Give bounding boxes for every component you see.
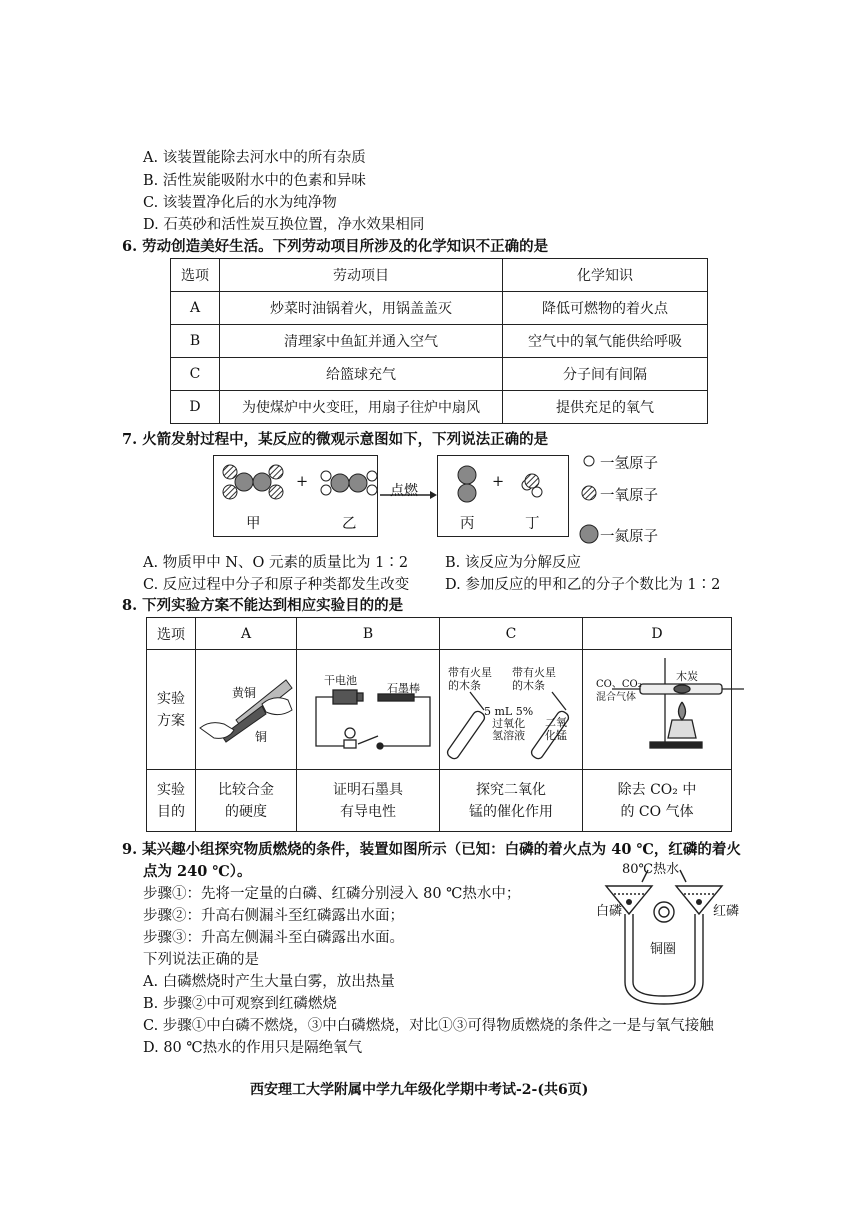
q9-step3: 步骤③：升高左侧漏斗至白磷露出水面。 bbox=[143, 930, 404, 946]
table-header: 选项 bbox=[147, 618, 196, 650]
table-cell: B bbox=[171, 325, 220, 358]
legend-oxygen: 一氧原子 bbox=[600, 488, 658, 504]
q7-option-b: B. 该反应为分解反应 bbox=[445, 555, 581, 571]
label-hot-water: 80℃热水 bbox=[622, 862, 680, 877]
q9-step2: 步骤②：升高右侧漏斗至红磷露出水面； bbox=[143, 908, 404, 924]
label-yi: 乙 bbox=[342, 516, 357, 532]
purpose-c: 探究二氧化 锰的催化作用 bbox=[440, 770, 583, 832]
q9-step1: 步骤①：先将一定量的白磷、红磷分别浸入 80 ℃热水中； bbox=[143, 886, 521, 902]
legend-o-swatch bbox=[582, 486, 596, 500]
q9-option-a: A. 白磷燃烧时产生大量白雾，放出热量 bbox=[143, 974, 395, 990]
q6-stem: 6. 劳动创造美好生活。下列劳动项目所涉及的化学知识不正确的是 bbox=[122, 238, 549, 255]
label-glowing-stick-2: 带有火星 的木条 bbox=[512, 666, 556, 692]
label-copper: 铜 bbox=[255, 730, 268, 744]
q9-stem-line1: 9. 某兴趣小组探究物质燃烧的条件，装置如图所示（已知：白磷的着火点为 40 ℃，红磷的着火 bbox=[122, 841, 741, 858]
table-row bbox=[171, 292, 708, 325]
table-row bbox=[171, 358, 708, 391]
q7-stem: 7. 火箭发射过程中，某反应的微观示意图如下，下列说法正确的是 bbox=[122, 431, 549, 448]
table-header: A bbox=[196, 618, 297, 650]
q9-stem-line2: 点为 240 ℃）。 bbox=[143, 863, 252, 880]
table-cell: 炒菜时油锅着火，用锅盖盖灭 bbox=[220, 292, 503, 325]
label-red-phosphorus: 红磷 bbox=[713, 904, 740, 919]
q7-option-a: A. 物质甲中 N、O 元素的质量比为 1∶2 bbox=[143, 555, 409, 571]
table-header: 劳动项目 bbox=[220, 259, 503, 292]
molecule-bing bbox=[458, 466, 476, 502]
legend-hydrogen: 一氢原子 bbox=[600, 456, 658, 472]
q9-option-c: C. 步骤①中白磷不燃烧，③中白磷燃烧，对比①③可得物质燃烧的条件之一是与氧气接触 bbox=[143, 1018, 714, 1034]
q9-ask: 下列说法正确的是 bbox=[143, 952, 259, 968]
legend-nitrogen: 一氮原子 bbox=[600, 529, 658, 545]
legend-h-swatch bbox=[584, 456, 594, 466]
table-header: 选项 bbox=[171, 259, 220, 292]
label-white-phosphorus: 白磷 bbox=[596, 904, 623, 919]
q9-option-b: B. 步骤②中可观察到红磷燃烧 bbox=[143, 996, 337, 1012]
molecule-jia bbox=[223, 465, 283, 499]
row-label: 实验 方案 bbox=[147, 650, 196, 770]
label-copper-ring: 铜圈 bbox=[650, 942, 677, 957]
table-header-row bbox=[171, 259, 708, 292]
q5-option-a: A. 该装置能除去河水中的所有杂质 bbox=[143, 150, 366, 166]
table-cell: D bbox=[171, 391, 220, 424]
table-cell: 给篮球充气 bbox=[220, 358, 503, 391]
label-brass: 黄铜 bbox=[232, 686, 257, 700]
table-cell: 降低可燃物的着火点 bbox=[503, 292, 708, 325]
reaction-diagram bbox=[0, 450, 868, 550]
table-cell: 清理家中鱼缸并通入空气 bbox=[220, 325, 503, 358]
label-mno2: 二氧 化锰 bbox=[545, 716, 567, 742]
label-glowing-stick-1: 带有火星 的木条 bbox=[448, 666, 492, 692]
label-bing: 丙 bbox=[460, 516, 475, 532]
q8-stem: 8. 下列实验方案不能达到相应实验目的的是 bbox=[122, 597, 404, 614]
table-cell: 空气中的氧气能供给呼吸 bbox=[503, 325, 708, 358]
plus-sign: + bbox=[492, 474, 505, 490]
purpose-d: 除去 CO₂ 中 的 CO 气体 bbox=[583, 770, 732, 832]
legend-n-swatch bbox=[580, 525, 598, 543]
q9-option-d: D. 80 ℃热水的作用只是隔绝氧气 bbox=[143, 1040, 363, 1056]
table-cell: A bbox=[171, 292, 220, 325]
table-header: B bbox=[297, 618, 440, 650]
label-h2o2: 5 mL 5% 过氧化 氢溶液 bbox=[484, 705, 534, 742]
apparatus-b bbox=[316, 690, 430, 749]
q7-option-c: C. 反应过程中分子和原子种类都发生改变 bbox=[143, 577, 410, 593]
q7-option-d: D. 参加反应的甲和乙的分子个数比为 1∶2 bbox=[445, 577, 721, 593]
purpose-a: 比较合金 的硬度 bbox=[196, 770, 297, 832]
table-header: D bbox=[583, 618, 732, 650]
molecule-ding bbox=[522, 474, 542, 497]
table-row bbox=[171, 325, 708, 358]
row-label: 实验 目的 bbox=[147, 770, 196, 832]
table-header: C bbox=[440, 618, 583, 650]
table-cell: 分子间有间隔 bbox=[503, 358, 708, 391]
table-header-row bbox=[147, 618, 732, 650]
label-graphite: 石墨棒 bbox=[387, 682, 420, 695]
label-gas-mixture: CO、CO₂ 混合气体 bbox=[596, 679, 642, 703]
q6-table bbox=[170, 258, 708, 424]
combustion-apparatus bbox=[592, 864, 762, 1014]
label-ding: 丁 bbox=[525, 516, 540, 532]
table-cell: 提供充足的氧气 bbox=[503, 391, 708, 424]
label-charcoal: 木炭 bbox=[676, 670, 698, 683]
q5-option-d: D. 石英砂和活性炭互换位置，净水效果相同 bbox=[143, 217, 425, 233]
table-header: 化学知识 bbox=[503, 259, 708, 292]
table-cell: 为使煤炉中火变旺，用扇子往炉中扇风 bbox=[220, 391, 503, 424]
label-jia: 甲 bbox=[246, 516, 261, 532]
table-cell: C bbox=[171, 358, 220, 391]
table-row bbox=[171, 391, 708, 424]
reaction-condition: 点燃 bbox=[390, 483, 418, 499]
table-row bbox=[147, 770, 732, 832]
q8-apparatus-drawings bbox=[0, 650, 868, 774]
page-footer: 西安理工大学附属中学九年级化学期中考试-2-(共6页) bbox=[250, 1082, 589, 1098]
q5-option-b: B. 活性炭能吸附水中的色素和异味 bbox=[143, 173, 366, 189]
purpose-b: 证明石墨具 有导电性 bbox=[297, 770, 440, 832]
plus-sign: + bbox=[296, 474, 309, 490]
q5-option-c: C. 该装置净化后的水为纯净物 bbox=[143, 195, 337, 211]
molecule-yi bbox=[321, 471, 377, 495]
label-battery: 干电池 bbox=[324, 674, 357, 687]
